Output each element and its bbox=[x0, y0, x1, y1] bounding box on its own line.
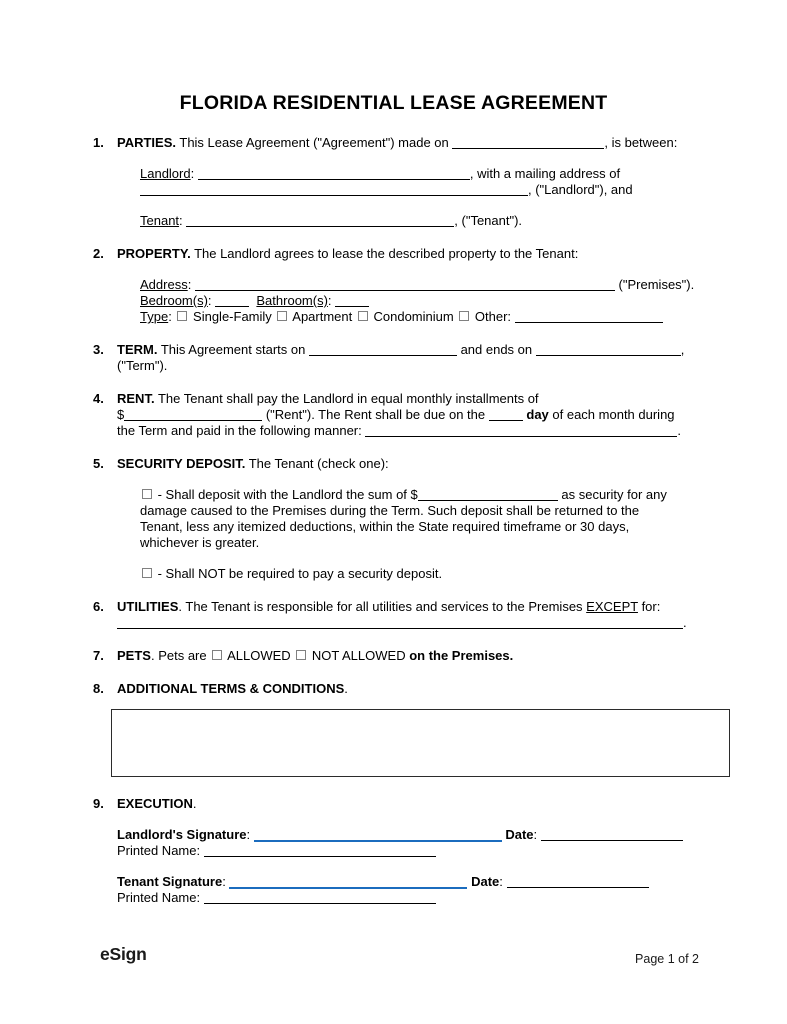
tenant-line bbox=[140, 213, 703, 229]
section-utilities bbox=[93, 599, 703, 631]
tenant-signature-date-field[interactable] bbox=[507, 875, 649, 888]
security-deposit-amount-field[interactable] bbox=[418, 488, 558, 501]
text-run: Printed Name: bbox=[117, 890, 204, 905]
text-run: : bbox=[222, 874, 230, 889]
text-run: , bbox=[680, 342, 685, 357]
text-run: as security for any bbox=[557, 487, 667, 502]
section-number: 6. bbox=[93, 599, 104, 614]
landlord-name-field[interactable] bbox=[198, 167, 470, 180]
text-run: , is between: bbox=[604, 135, 678, 150]
section-body bbox=[117, 599, 703, 631]
section-number: 8. bbox=[93, 681, 104, 696]
section-pets bbox=[93, 648, 703, 664]
text-run: Printed Name: bbox=[117, 843, 204, 858]
text-run: ADDITIONAL TERMS & CONDITIONS bbox=[117, 681, 345, 696]
landlord-printed-name-line bbox=[117, 843, 703, 859]
landlord-signature-field[interactable] bbox=[254, 828, 502, 842]
rent-due-day-field[interactable] bbox=[489, 408, 523, 421]
text-run: TERM. bbox=[117, 342, 158, 357]
landlord-signature-date-field[interactable] bbox=[541, 828, 683, 841]
text-run: on the Premises. bbox=[409, 648, 514, 663]
utilities-text bbox=[117, 599, 703, 631]
type-line bbox=[140, 309, 703, 325]
section-number: 4. bbox=[93, 391, 104, 406]
type-other-field[interactable] bbox=[515, 310, 663, 323]
tenant-signature-field[interactable] bbox=[229, 875, 467, 889]
section-number: 9. bbox=[93, 796, 104, 811]
section-number: 7. bbox=[93, 648, 104, 663]
text-run: Other: bbox=[471, 309, 515, 324]
text-run: . The Tenant is responsible for all utilities and services to the Premises bbox=[178, 599, 587, 614]
tenant-signature-line bbox=[117, 874, 703, 890]
term-start-date-field[interactable] bbox=[309, 343, 457, 356]
section-body bbox=[117, 648, 703, 664]
text-run: day bbox=[526, 407, 549, 422]
checkbox-no-security-deposit[interactable] bbox=[142, 568, 152, 578]
text-run: Date bbox=[471, 874, 500, 889]
payment-manner-field[interactable] bbox=[365, 424, 677, 437]
execution-heading bbox=[117, 796, 703, 812]
text-run: Landlord's Signature bbox=[117, 827, 247, 842]
text-run: the Term and paid in the following manner: bbox=[117, 423, 366, 438]
checkbox-apartment[interactable] bbox=[277, 311, 287, 321]
address-line bbox=[140, 277, 703, 293]
bathrooms-field[interactable] bbox=[335, 294, 369, 307]
text-run: $ bbox=[117, 407, 125, 422]
section-security-deposit bbox=[93, 456, 703, 582]
section-body bbox=[117, 135, 703, 229]
document-body bbox=[93, 135, 703, 906]
text-run: PARTIES. bbox=[117, 135, 176, 150]
tenant-printed-name-line bbox=[117, 890, 703, 906]
text-run: Type bbox=[140, 309, 169, 324]
text-run: The Landlord agrees to lease the described property to the Tenant: bbox=[190, 246, 579, 261]
text-run: EXECUTION bbox=[117, 796, 193, 811]
text-run: Apartment bbox=[289, 309, 356, 324]
text-run: damage caused to the Premises during the Term. Such deposit shall be returned to the bbox=[140, 503, 640, 518]
text-run: Landlord bbox=[140, 166, 191, 181]
rooms-line bbox=[140, 293, 703, 309]
deposit-required-option bbox=[140, 487, 703, 551]
pets-text bbox=[117, 648, 703, 664]
landlord-mailing-address-field[interactable] bbox=[140, 183, 528, 196]
page-footer bbox=[0, 944, 787, 967]
property-intro bbox=[117, 246, 703, 262]
text-run: , ("Landlord"), and bbox=[528, 182, 633, 197]
checkbox-other[interactable] bbox=[459, 311, 469, 321]
text-run: Single-Family bbox=[189, 309, 276, 324]
text-run: : bbox=[187, 277, 195, 292]
term-text bbox=[117, 342, 703, 374]
text-run: EXCEPT bbox=[586, 599, 638, 614]
text-run: This Agreement starts on bbox=[157, 342, 309, 357]
section-body bbox=[117, 342, 703, 374]
section-rent bbox=[93, 391, 703, 439]
checkbox-pets-allowed[interactable] bbox=[212, 650, 222, 660]
text-run: Tenant Signature bbox=[117, 874, 223, 889]
text-run: This Lease Agreement ("Agreement") made on bbox=[176, 135, 453, 150]
text-run: PROPERTY. bbox=[117, 246, 191, 261]
text-run: . bbox=[683, 615, 687, 630]
landlord-line bbox=[140, 166, 703, 198]
text-run: RENT. bbox=[117, 391, 155, 406]
parties-intro bbox=[117, 135, 703, 151]
section-number: 5. bbox=[93, 456, 104, 471]
text-run: , ("Tenant"). bbox=[454, 213, 523, 228]
text-run: Date bbox=[505, 827, 534, 842]
text-run: : bbox=[533, 827, 541, 842]
text-run: UTILITIES bbox=[117, 599, 179, 614]
no-deposit-option bbox=[140, 566, 703, 582]
text-run: : bbox=[327, 293, 336, 308]
checkbox-single-family[interactable] bbox=[177, 311, 187, 321]
checkbox-pets-not-allowed[interactable] bbox=[296, 650, 306, 660]
page-indicator: Page 1 of 2 bbox=[635, 952, 699, 966]
text-run: : bbox=[246, 827, 254, 842]
text-run: Bathroom(s) bbox=[256, 293, 328, 308]
text-run: . Pets are bbox=[150, 648, 211, 663]
text-run: , with a mailing address of bbox=[469, 166, 621, 181]
text-run: The Tenant shall pay the Landlord in equal monthly installments of bbox=[154, 391, 539, 406]
rent-amount-field[interactable] bbox=[124, 408, 262, 421]
term-end-date-field[interactable] bbox=[536, 343, 681, 356]
tenant-printed-name-field[interactable] bbox=[204, 891, 436, 904]
text-run: ("Term"). bbox=[117, 358, 168, 373]
landlord-signature-line bbox=[117, 827, 703, 843]
text-run: : bbox=[499, 874, 507, 889]
text-run: : bbox=[168, 309, 176, 324]
text-run: SECURITY DEPOSIT. bbox=[117, 456, 246, 471]
bedrooms-field[interactable] bbox=[215, 294, 249, 307]
tenant-name-field[interactable] bbox=[186, 214, 454, 227]
text-run: . bbox=[677, 423, 681, 438]
section-body bbox=[117, 456, 703, 582]
text-run: : bbox=[190, 166, 198, 181]
checkbox-security-deposit-required[interactable] bbox=[142, 489, 152, 499]
section-property bbox=[93, 246, 703, 325]
text-run: The Tenant (check one): bbox=[245, 456, 389, 471]
text-run: - Shall NOT be required to pay a security deposit. bbox=[154, 566, 443, 581]
text-run: Tenant bbox=[140, 213, 180, 228]
text-run: of each month during bbox=[548, 407, 675, 422]
text-run: ALLOWED bbox=[224, 648, 295, 663]
text-run: NOT ALLOWED bbox=[308, 648, 410, 663]
text-run: ("Premises"). bbox=[614, 277, 695, 292]
utilities-exceptions-field[interactable] bbox=[117, 616, 683, 629]
text-run: ("Rent"). The Rent shall be due on the bbox=[262, 407, 489, 422]
text-run: : bbox=[179, 213, 187, 228]
section-body bbox=[117, 246, 703, 325]
property-address-field[interactable] bbox=[195, 278, 615, 291]
text-run: Bedroom(s) bbox=[140, 293, 208, 308]
text-run: PETS bbox=[117, 648, 151, 663]
checkbox-condominium[interactable] bbox=[358, 311, 368, 321]
text-run: for: bbox=[637, 599, 661, 614]
section-execution bbox=[93, 796, 703, 906]
agreement-date-field[interactable] bbox=[452, 136, 604, 149]
section-body bbox=[117, 796, 703, 906]
section-number: 3. bbox=[93, 342, 104, 357]
text-run: : bbox=[207, 293, 216, 308]
text-run: and ends on bbox=[456, 342, 536, 357]
landlord-printed-name-field[interactable] bbox=[204, 844, 436, 857]
page-title: FLORIDA RESIDENTIAL LEASE AGREEMENT bbox=[179, 92, 608, 114]
additional-terms-box[interactable] bbox=[111, 709, 730, 777]
section-number: 1. bbox=[93, 135, 104, 150]
section-additional-terms bbox=[93, 681, 703, 779]
section-body bbox=[117, 391, 703, 439]
text-run: Address bbox=[140, 277, 188, 292]
text-run: - Shall deposit with the Landlord the sum of $ bbox=[154, 487, 418, 502]
text-run: whichever is greater. bbox=[140, 535, 260, 550]
esign-logo: eSign bbox=[100, 944, 147, 964]
text-run: . bbox=[344, 681, 348, 696]
section-body bbox=[117, 681, 703, 779]
additional-terms-heading bbox=[117, 681, 703, 697]
section-parties bbox=[93, 135, 703, 229]
security-deposit-intro bbox=[117, 456, 703, 472]
text-run: Tenant, less any itemized deductions, within the State required timeframe or 30 days, bbox=[140, 519, 630, 534]
rent-text bbox=[117, 391, 703, 439]
text-run: . bbox=[192, 796, 197, 811]
section-number: 2. bbox=[93, 246, 104, 261]
text-run: Condominium bbox=[369, 309, 458, 324]
section-term bbox=[93, 342, 703, 374]
